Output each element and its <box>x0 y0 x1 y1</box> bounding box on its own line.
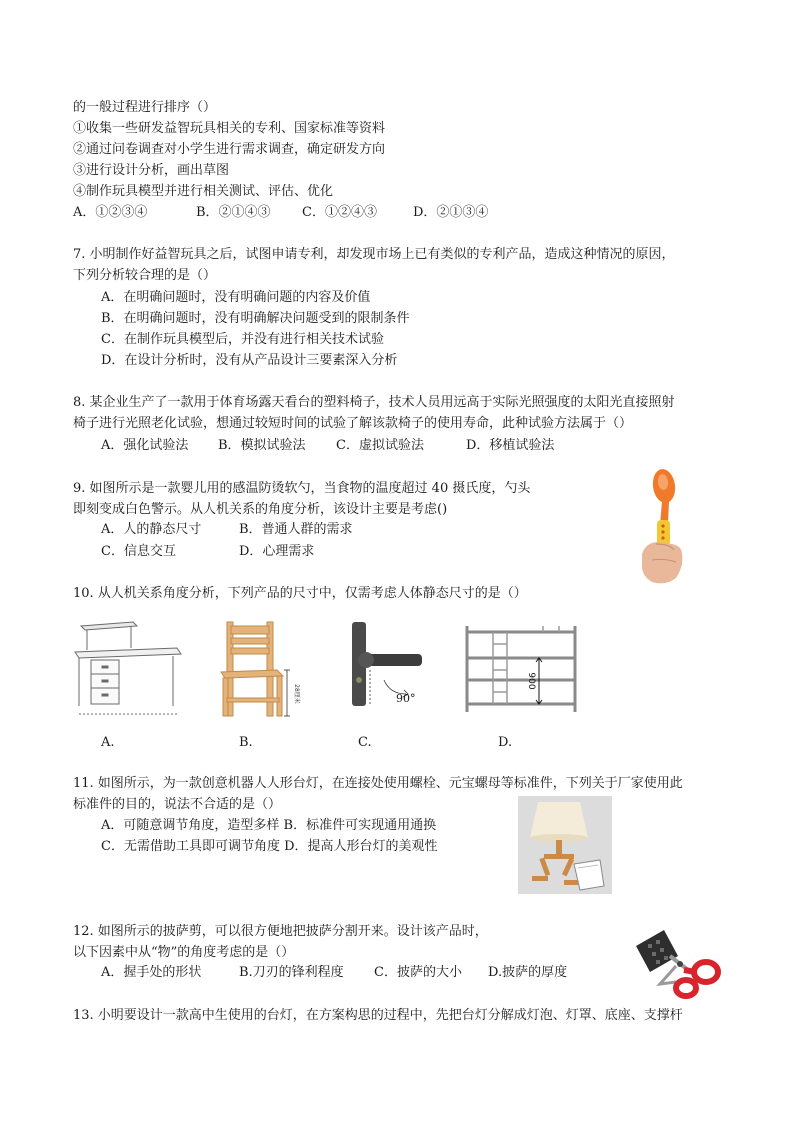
door-handle-image <box>346 618 426 710</box>
q12-option-a: A．握手处的形状 <box>101 965 202 980</box>
spoon-image <box>612 462 727 586</box>
q6-item-4: ④制作玩具模型并进行相关测试、评估、优化 <box>73 184 334 199</box>
pizza-scissors-image <box>630 926 726 1002</box>
q8-stem-line2: 椅子进行光照老化试验，想通过较短时间的试验了解该款椅子的使用寿命，此种试验方法属于（） <box>73 416 633 431</box>
q7-stem-line1: 7. 小明制作好益智玩具之后，试图申请专利，却发现市场上已有类似的专利产品，造成这种情况的原因， <box>73 247 675 262</box>
q10-label-c: C. <box>358 735 372 750</box>
q7-option-d: D．在设计分析时，没有从产品设计三要素深入分析 <box>101 353 398 368</box>
q7-option-c: C．在制作玩具模型后，并没有进行相关技术试验 <box>101 332 384 347</box>
q10-stem: 10. 从人机关系角度分析，下列产品的尺寸中，仅需考虑人体静态尺寸的是（） <box>73 586 527 601</box>
q8-option-b: B．模拟试验法 <box>218 438 306 453</box>
q10-label-a: A. <box>101 735 115 750</box>
q6-option-b: B．②①④③ <box>196 205 271 220</box>
q7-stem-line2: 下列分析较合理的是（） <box>73 268 217 283</box>
q12-stem-line2: 以下因素中从“物”的角度考虑的是（） <box>73 945 295 960</box>
q8-stem-line1: 8. 某企业生产了一款用于体育场露天看台的塑料椅子，技术人员用远高于实际光照强度的太阳光直接照射 <box>73 395 675 410</box>
q11-stem-line1: 11. 如图所示，为一款创意机器人人形台灯，在连接处使用螺栓、元宝螺母等标准件，下列关于厂家使用此 <box>73 776 683 791</box>
q6-item-2: ②通过问卷调查对小学生进行需求调查，确定研发方向 <box>73 142 386 157</box>
q7-option-b: B．在明确问题时，没有明确解决问题受到的限制条件 <box>101 311 410 326</box>
bed-dimension-label: 900 <box>526 672 536 690</box>
chair-image <box>207 614 303 722</box>
q6-item-3: ③进行设计分析，画出草图 <box>73 163 230 178</box>
chair-dimension-label: 28厘米 <box>293 684 300 704</box>
q10-label-b: B. <box>239 735 253 750</box>
q8-option-c: C．虚拟试验法 <box>336 438 424 453</box>
q6-option-a: A．①②③④ <box>73 205 148 220</box>
q6-option-d: D．②①③④ <box>413 205 489 220</box>
q8-option-a: A．强化试验法 <box>101 438 189 453</box>
q6-option-c: C．①②④③ <box>302 205 377 220</box>
q12-stem-line1: 12. 如图所示的披萨剪，可以很方便地把披萨分割开来。设计该产品时， <box>73 924 488 939</box>
q12-option-c: C．披萨的大小 <box>374 965 462 980</box>
q12-option-d: D.披萨的厚度 <box>488 965 568 980</box>
q11-options-row1: A．可随意调节角度，造型多样 B．标准件可实现通用通换 <box>101 818 437 833</box>
desk-image <box>73 618 185 722</box>
q9-stem-line2: 即刻变成白色警示。从人机关系的角度分析，该设计主要是考虑() <box>73 502 448 517</box>
bunk-bed-image <box>463 622 579 716</box>
q6-stem-tail: 的一般过程进行排序（） <box>73 100 217 115</box>
q9-option-c: C．信息交互 <box>101 544 176 559</box>
q9-stem-line1: 9. 如图所示是一款婴儿用的感温防烫软勺，当食物的温度超过 40 摄氏度，勺头 <box>73 481 531 496</box>
q10-label-d: D. <box>498 735 513 750</box>
robot-lamp-image <box>518 796 612 894</box>
handle-angle-label: 90° <box>396 692 416 705</box>
q13-stem-line1: 13. 小明要设计一款高中生使用的台灯，在方案构思的过程中，先把台灯分解成灯泡、灯罩、底座、支撑杆 <box>73 1008 683 1023</box>
q6-item-1: ①收集一些研发益智玩具相关的专利、国家标准等资料 <box>73 121 386 136</box>
q11-stem-line2: 标准件的目的，说法不合适的是（） <box>73 797 282 812</box>
q12-option-b: B.刀刃的锋利程度 <box>239 965 344 980</box>
q9-option-b: B．普通人群的需求 <box>239 522 353 537</box>
q7-option-a: A．在明确问题时，没有明确问题的内容及价值 <box>101 290 371 305</box>
q9-option-d: D．心理需求 <box>239 544 315 559</box>
q9-option-a: A．人的静态尺寸 <box>101 522 202 537</box>
q8-option-d: D．移植试验法 <box>466 438 555 453</box>
q11-options-row2: C．无需借助工具即可调节角度 D．提高人形台灯的美观性 <box>101 839 438 854</box>
